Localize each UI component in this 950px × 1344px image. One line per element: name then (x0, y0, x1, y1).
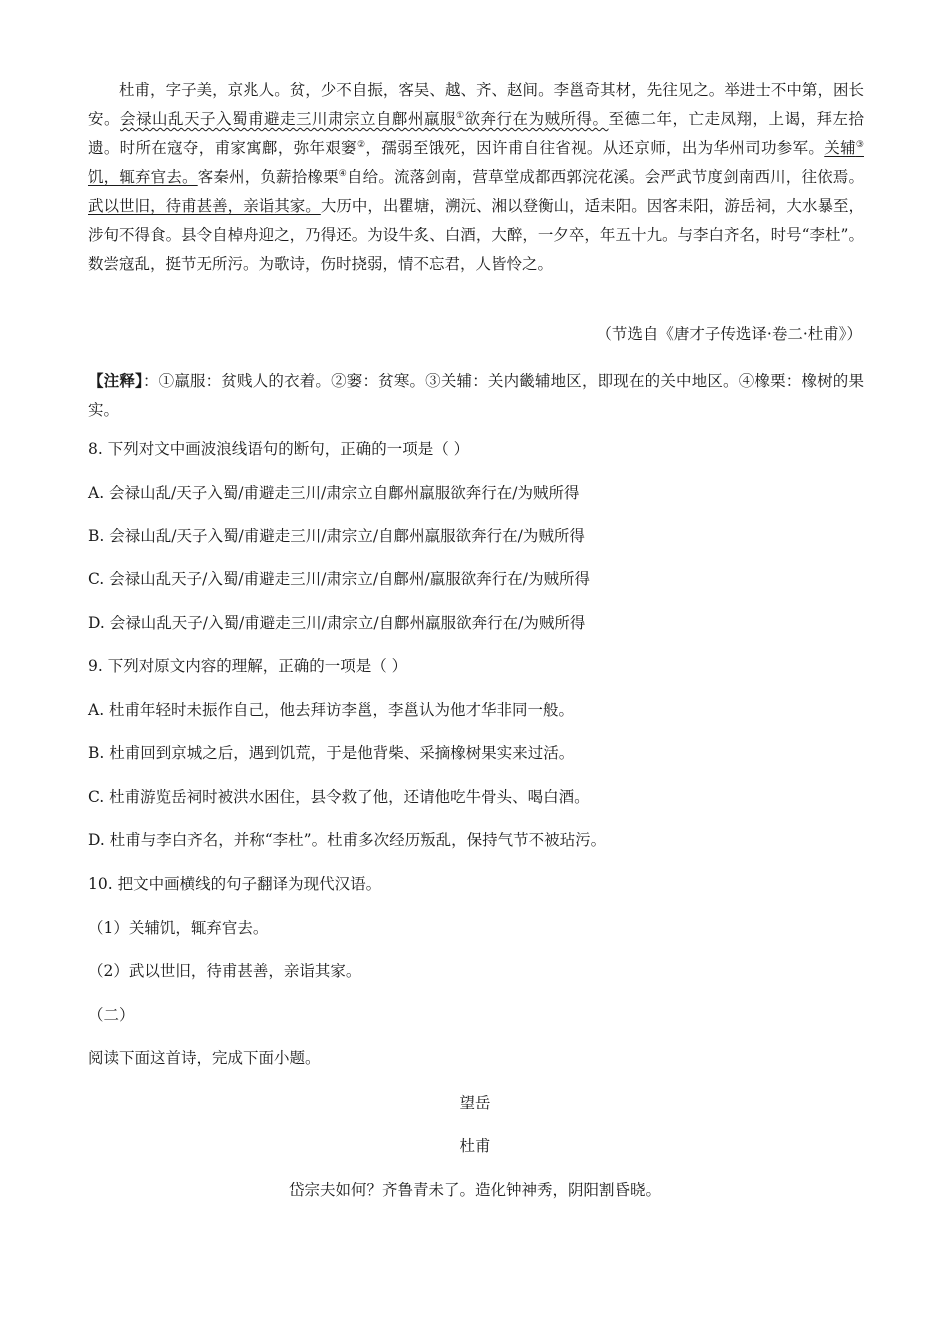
passage-text: 大历中，出瞿塘，溯沅、湘以登衡山，适耒阳。因客耒阳，游岳祠，大水暴至，涉旬不得食。县令自棹舟迎之，乃得还。为设牛炙、白酒，大醉，一夕卒，年五十九。与李白齐名，时号“李杜”。数尝寇乱，挺节无所污。为歌诗，伤时挠弱，情不忘君，人皆怜之。 (88, 197, 864, 273)
question-9-option-c: C. 杜甫游览岳祠时被洪水困住，县令救了他，还请他吃牛骨头、喝白酒。 (88, 788, 590, 806)
notes-label: 【注释】 (88, 371, 143, 390)
question-10-stem: 10. 把文中画横线的句子翻译为现代汉语。 (88, 875, 382, 893)
passage-paragraph: 杜甫，字子美，京兆人。贫，少不自振，客吴、越、齐、赵间。李邕奇其材，先往见之。举进士不中第，困长安。会禄山乱天子入蜀甫避走三川肃宗立自鄜州羸服①欲奔行在为贼所得。至德二年，亡走凤翔，上谒，拜左拾遗。时所在寇夺，甫家寓鄜，弥年艰窭②，孺弱至饿死，因许甫自往省视。从还京师，出为华州司功参军。关辅③饥，辄弃官去。客秦州，负薪拾橡栗④自给。流落剑南，营草堂成都西郭浣花溪。会严武节度剑南西川，往依焉。武以世旧，待甫甚善，亲诣其家。大历中，出瞿塘，溯沅、湘以登衡山，适耒阳。因客耒阳，游岳祠，大水暴至，涉旬不得食。县令自棹舟迎之，乃得还。为设牛炙、白酒，大醉，一夕卒，年五十九。与李白齐名，时号“李杜”。数尝寇乱，挺节无所污。为歌诗，伤时挠弱，情不忘君，人皆怜之。 (88, 81, 864, 273)
notes (88, 366, 864, 425)
question-8-stem: 8. 下列对文中画波浪线语句的断句，正确的一项是（ ） (88, 440, 470, 458)
question-8-option-c: C. 会禄山乱天子/入蜀/甫避走三川/肃宗立/自鄜州/羸服欲奔行在/为贼所得 (88, 570, 590, 588)
question-10-item-1: （1）关辅饥，辄弃官去。 (88, 919, 269, 937)
question-9-stem: 9. 下列对原文内容的理解，正确的一项是（ ） (88, 657, 408, 675)
question-8-option-a: A. 会禄山乱/天子入蜀/甫避走三川/肃宗立自鄜州羸服欲奔行在/为贼所得 (88, 484, 580, 502)
underlined-sentence-1: 关辅③饥，辄弃官去。 (88, 139, 864, 186)
question-9-option-d: D. 杜甫与李白齐名，并称“李杜”。杜甫多次经历叛乱，保持气节不被玷污。 (88, 831, 607, 849)
passage-text: 至德二年，亡走凤翔，上谒，拜左拾遗。时所在寇夺，甫家寓鄜，弥年艰窭 (88, 110, 864, 157)
question-10-item-2: （2）武以世旧，待甫甚善，亲诣其家。 (88, 962, 362, 980)
poem-title: 望岳 (459, 1094, 491, 1112)
wavy-underlined-sentence: 会禄山乱天子入蜀甫避走三川肃宗立自鄜州羸服①欲奔行在为贼所得。 (120, 110, 609, 128)
section-heading: （二） (88, 1006, 135, 1024)
passage-text: 杜甫，字子美，京兆人。贫，少不自振，客吴、越、齐、赵间。李邕奇其材，先往见之。举进士不中第，困长安。 (88, 81, 864, 128)
underlined-sentence-2: 武以世旧，待甫甚善，亲诣其家。 (88, 197, 321, 215)
question-8-option-b: B. 会禄山乱/天子入蜀/甫避走三川/肃宗立/自鄜州羸服欲奔行在/为贼所得 (88, 527, 585, 545)
question-9-option-a: A. 杜甫年轻时未振作自己，他去拜访李邕，李邕认为他才华非同一般。 (88, 701, 575, 719)
passage-text: ，孺弱至饿死，因许甫自往省视。从还京师，出为华州司功参军。 (365, 139, 825, 157)
passage-text: 自给。流落剑南，营草堂成都西郭浣花溪。会严武节度剑南西川，往依焉。 (347, 168, 864, 186)
poem-line: 岱宗夫如何？齐鲁青未了。造化钟神秀，阴阳割昏晓。 (288, 1181, 661, 1199)
source-citation: （节选自《唐才子传选译·卷二·杜甫》） (596, 325, 862, 343)
question-8-option-d: D. 会禄山乱天子/入蜀/甫避走三川/肃宗立/自鄜州羸服欲奔行在/为贼所得 (88, 614, 586, 632)
poem-author: 杜甫 (459, 1137, 491, 1155)
passage-text: 客秦州，负薪拾橡栗 (197, 168, 339, 186)
notes-text: ：①羸服：贫贱人的衣着。②窭：贫寒。③关辅：关内畿辅地区，即现在的关中地区。④橡栗：橡树的果实。 (88, 372, 864, 419)
poem-instruction: 阅读下面这首诗，完成下面小题。 (88, 1049, 321, 1067)
question-9-option-b: B. 杜甫回到京城之后，遇到饥荒，于是他背柴、采摘橡树果实来过活。 (88, 744, 575, 762)
